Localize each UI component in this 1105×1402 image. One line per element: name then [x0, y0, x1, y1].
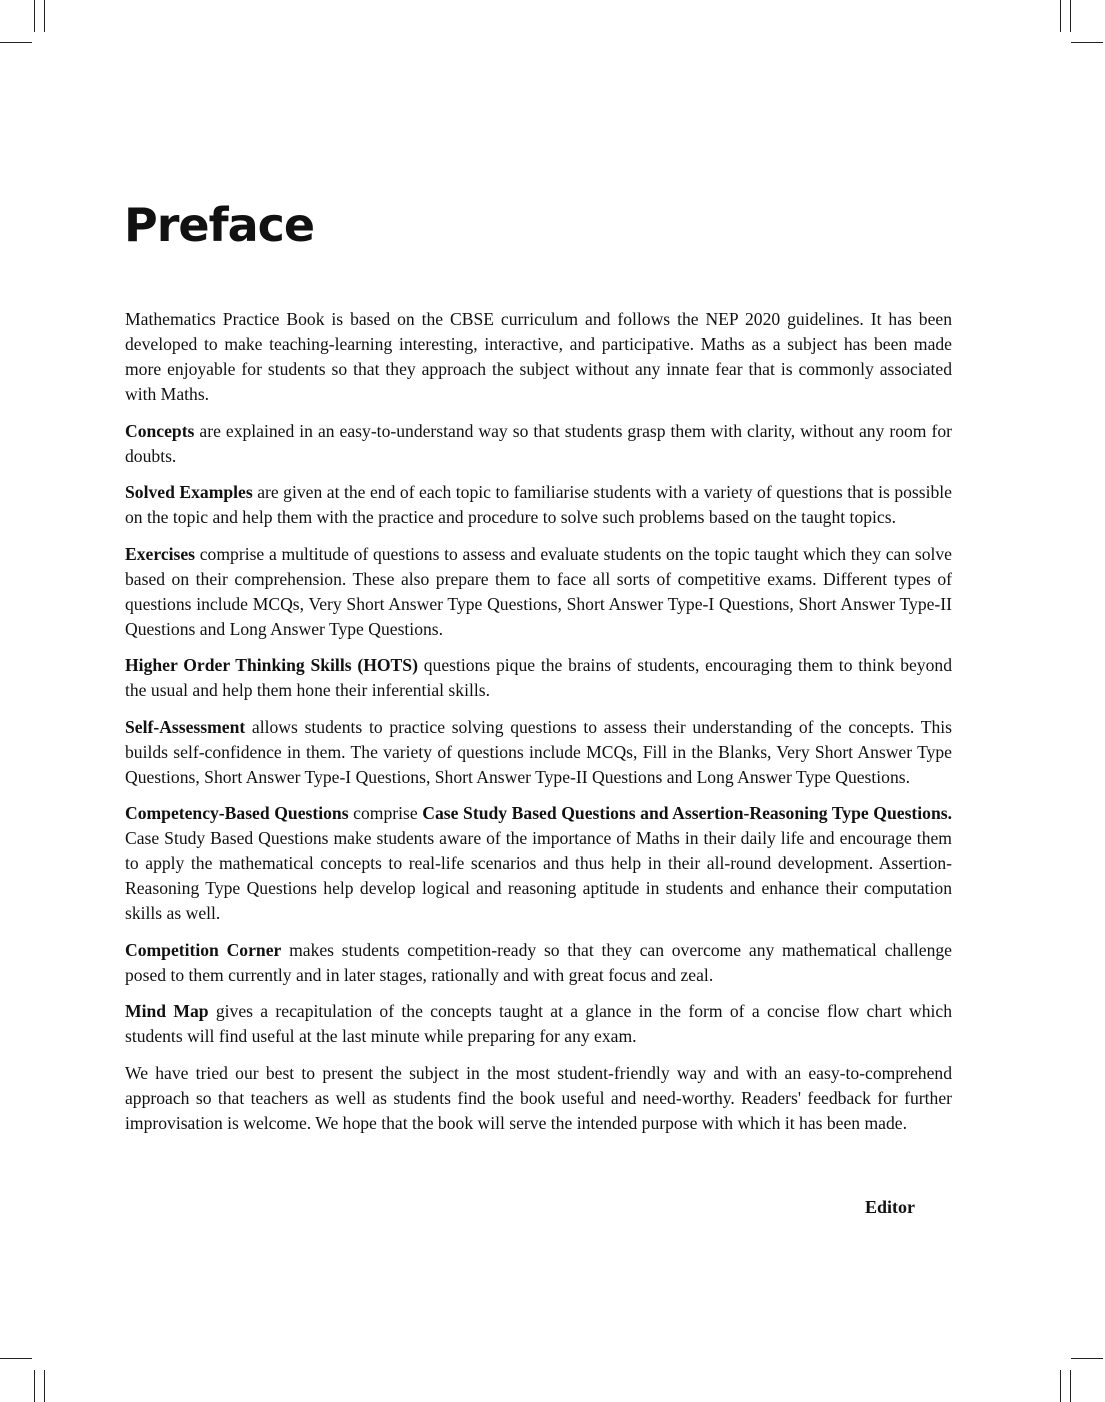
- paragraph-mind-map: [125, 999, 952, 1049]
- crop-mark: [0, 42, 32, 43]
- paragraph-text: comprise a multitude of questions to assess and evaluate students on the topic taught which they can solve based on their comprehension. These also prepare them to face all sorts of competitive exams. Different types of questions include MCQs, Very Short Answer Type Questions, Short Answer Type-I Questions, Short Answer Type-II Questions and Long Answer Type Questions.: [125, 543, 952, 639]
- paragraph-text: questions pique the brains of students, encouraging them to think beyond the usual and help them hone their inferential skills.: [125, 655, 952, 700]
- term-self-assessment: Self-Assessment: [125, 716, 246, 737]
- paragraph-text: gives a recapitulation of the concepts taught at a glance in the form of a concise flow chart which students will find useful at the last minute while preparing for any exam.: [125, 1001, 953, 1046]
- paragraph-text: are given at the end of each topic to familiarise students with a variety of questions that is possible on the topic and help them with the practice and procedure to solve such problems based on the taught topics.: [125, 482, 952, 527]
- paragraph-concepts: [125, 419, 952, 469]
- term-exercises: Exercises: [125, 543, 196, 564]
- term-case-study: Case Study Based Questions and Assertion-Reasoning Type Questions.: [422, 803, 952, 823]
- paragraph-self-assessment: [125, 715, 952, 790]
- crop-mark: [34, 1370, 35, 1402]
- intro-paragraph: Mathematics Practice Book is based on the CBSE curriculum and follows the NEP 2020 guidelines. It has been developed to make teaching-learning interesting, interactive, and participative. Maths as a subject has been made more enjoyable for students so that they approach the subject without any innate fear that is commonly associated with Maths.: [125, 309, 952, 404]
- crop-mark: [44, 0, 45, 32]
- crop-mark: [0, 1358, 32, 1359]
- term-competition-corner: Competition Corner: [125, 939, 282, 960]
- closing-paragraph: We have tried our best to present the subject in the most student-friendly way and with an easy-to-comprehend approach so that teachers as well as students find the book useful and need-worthy. Readers' feedback for further improvisation is welcome. We hope that the book will serve the intended purpose with which it has been made.: [125, 1062, 952, 1133]
- paragraph-text: Case Study Based Questions make students aware of the importance of Maths in their daily life and encourage them to apply the mathematical concepts to real-life scenarios and thus help in their all-round development. Assertion-Reasoning Type Questions help develop logical and reasoning aptitude in students and enhance their computation skills as well.: [125, 828, 952, 923]
- term-mind-map: Mind Map: [125, 1001, 209, 1021]
- crop-mark: [34, 0, 35, 32]
- crop-mark: [1060, 0, 1061, 32]
- term-solved-examples: Solved Examples: [125, 482, 253, 502]
- crop-mark: [1071, 42, 1103, 43]
- paragraph-text: allows students to practice solving questions to assess their understanding of the concepts. This builds self-confidence in them. The variety of questions include MCQs, Fill in the Blanks, Very Short Answer Type Questions, Short Answer Type-I Questions, Short Answer Type-II Questions and Long Answer Type Questions.: [125, 716, 952, 787]
- paragraph-competency-based: [125, 801, 952, 926]
- term-concepts: Concepts: [125, 420, 195, 441]
- crop-mark: [44, 1370, 45, 1402]
- paragraph-text: are explained in an easy-to-understand way so that students grasp them with clarity, without any room for doubts.: [125, 420, 952, 466]
- page-title: Preface: [124, 198, 315, 252]
- term-competency-based: Competency-Based Questions: [125, 803, 349, 823]
- paragraph-text: comprise: [348, 803, 423, 823]
- crop-mark: [1060, 1370, 1061, 1402]
- paragraph-competition-corner: [125, 938, 952, 988]
- paragraph-exercises: [125, 542, 952, 642]
- paragraph-hots: [125, 653, 952, 703]
- crop-mark: [1070, 0, 1071, 32]
- paragraph-text: makes students competition-ready so that they can overcome any mathematical challenge posed to them currently and in later stages, rationally and with great focus and zeal.: [125, 939, 952, 985]
- preface-body: [125, 307, 952, 1147]
- term-hots: Higher Order Thinking Skills (HOTS): [125, 655, 418, 675]
- paragraph-solved-examples: [125, 480, 952, 530]
- crop-mark: [1071, 1358, 1103, 1359]
- signature: Editor: [864, 1197, 915, 1217]
- crop-mark: [1070, 1370, 1071, 1402]
